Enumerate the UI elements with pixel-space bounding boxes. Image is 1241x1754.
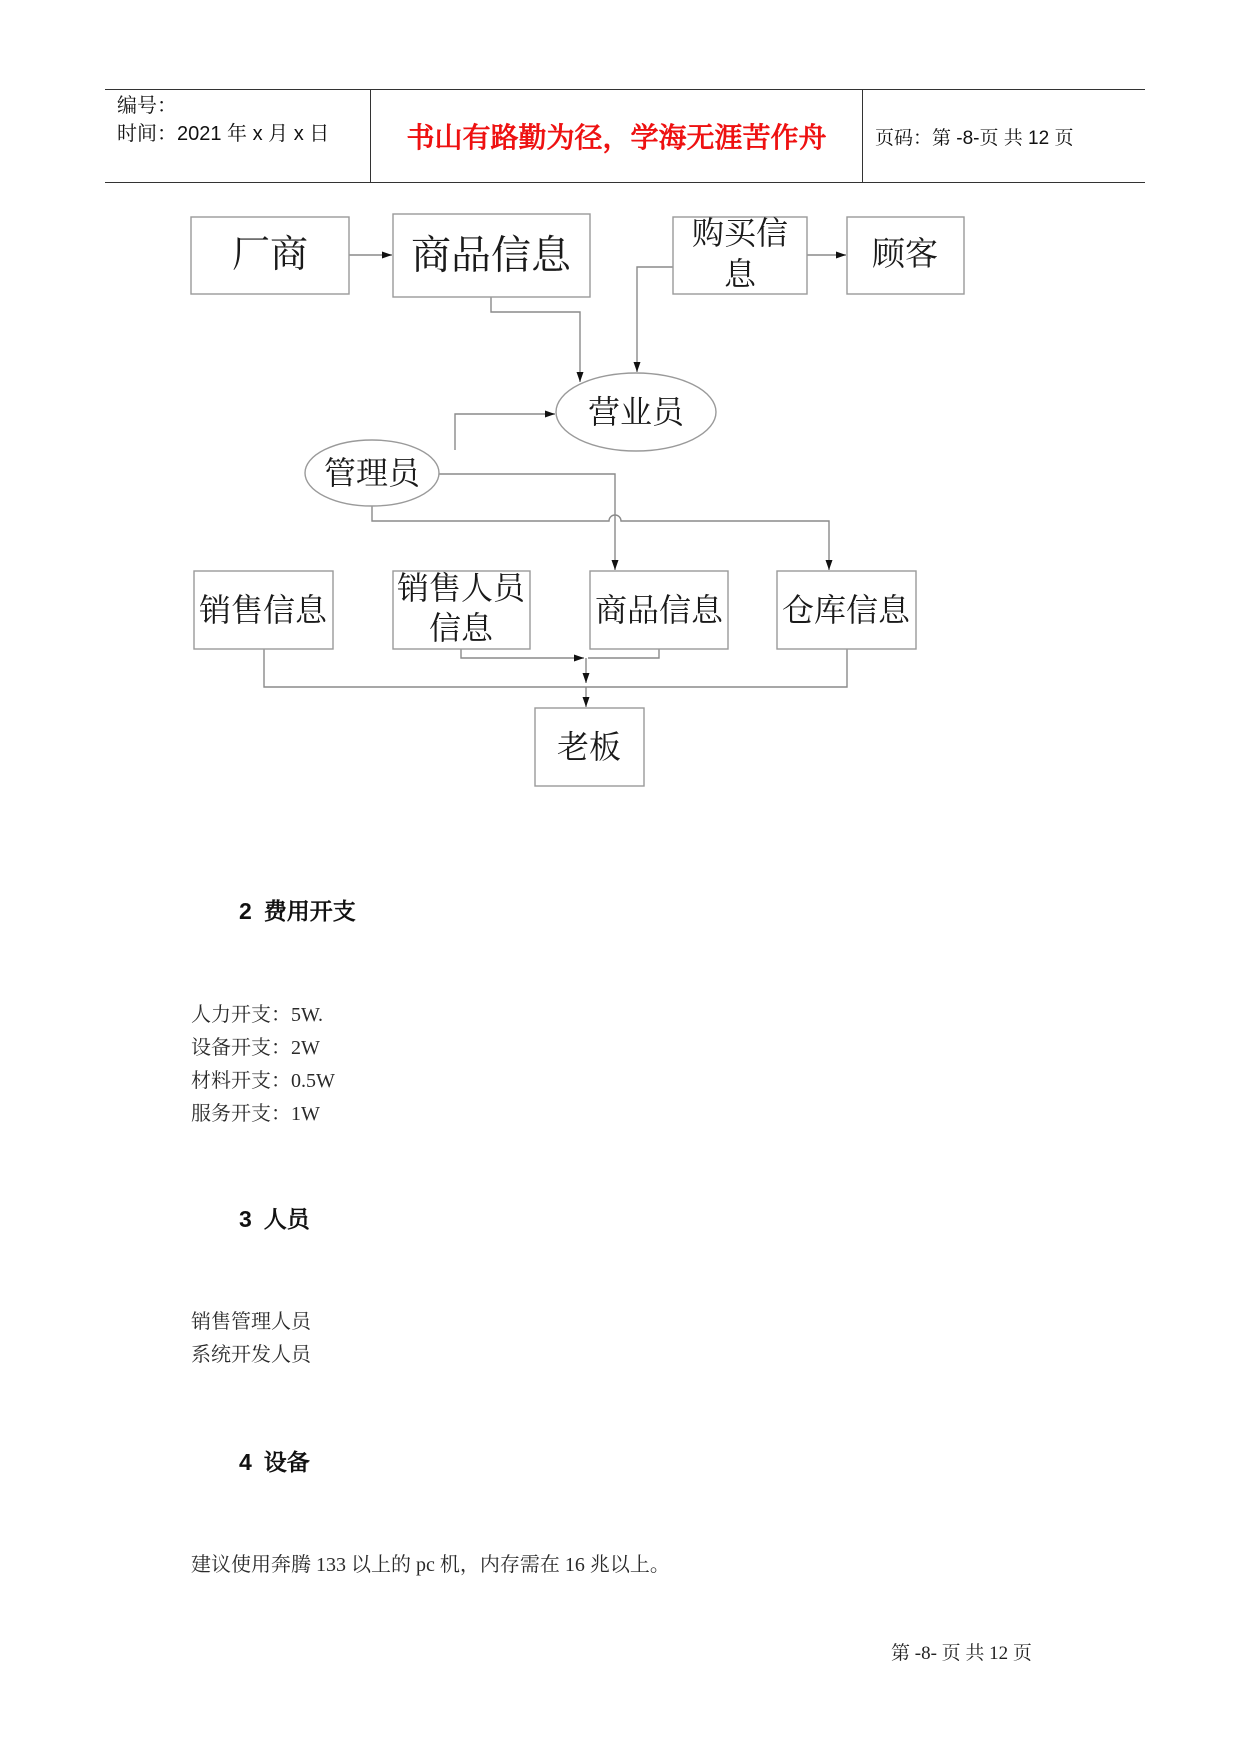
arrow-purchase-info-to-clerk bbox=[637, 267, 673, 372]
node-sales-staff-info bbox=[393, 570, 530, 649]
node-warehouse-info-label: 仓库信息 bbox=[781, 592, 911, 628]
node-goods-info-top-label: 商品信息 bbox=[411, 232, 571, 278]
node-goods-info-top bbox=[393, 214, 590, 297]
section-heading-equipment bbox=[239, 1449, 310, 1475]
section-heading-expenses bbox=[239, 898, 356, 924]
arrow-sales-staff-info-to-boss bbox=[461, 649, 584, 658]
section-body-equipment bbox=[191, 1549, 670, 1582]
section-number: 4 bbox=[239, 1449, 252, 1475]
section-title: 人员 bbox=[263, 1206, 310, 1232]
node-admin bbox=[305, 440, 439, 506]
connector-sales-and-warehouse-to-boss bbox=[264, 649, 847, 687]
section-body-personnel bbox=[191, 1306, 311, 1372]
node-sales-staff-info-label-line2: 信息 bbox=[428, 610, 494, 646]
node-sales-info-label: 销售信息 bbox=[198, 592, 328, 628]
node-sales-info bbox=[194, 571, 333, 649]
section-title: 设备 bbox=[263, 1449, 310, 1475]
header-motto: 书山有路勤为径，学海无涯苦作舟 bbox=[406, 123, 827, 154]
node-customer bbox=[847, 217, 964, 294]
section-number: 3 bbox=[239, 1206, 252, 1232]
expense-line: 设备开支：2W bbox=[191, 1037, 320, 1059]
node-goods-info-bottom bbox=[590, 571, 728, 649]
node-admin-label: 管理员 bbox=[323, 455, 421, 491]
node-boss bbox=[535, 708, 644, 786]
arrow-admin-to-clerk bbox=[455, 414, 555, 450]
section-body-expenses bbox=[191, 999, 335, 1131]
page-footer-number: 第 -8- 页 共 12 页 bbox=[891, 1643, 1032, 1664]
node-clerk-label: 营业员 bbox=[587, 394, 685, 430]
section-heading-personnel bbox=[239, 1206, 310, 1232]
page-header-table bbox=[105, 89, 1145, 183]
node-warehouse-info bbox=[777, 571, 916, 649]
equipment-line: 建议使用奔腾 133 以上的 pc 机，内存需在 16 兆以上。 bbox=[191, 1554, 670, 1576]
node-clerk bbox=[556, 373, 716, 451]
document-number-label: 编号： bbox=[117, 95, 177, 117]
connector-goods-info-to-boss bbox=[588, 649, 659, 658]
node-purchase-info bbox=[673, 215, 807, 294]
arrow-goods-info-to-clerk bbox=[491, 297, 580, 382]
header-page-number: 页码：第 -8-页 共 12 页 bbox=[875, 127, 1074, 149]
node-purchase-info-label-line1: 购买信 bbox=[691, 215, 789, 251]
node-customer-label: 顾客 bbox=[872, 237, 938, 273]
document-time-label: 时间：2021 年 x 月 x 日 bbox=[117, 123, 330, 145]
header-meta-cell bbox=[117, 92, 329, 148]
arrow-admin-to-goods-info bbox=[439, 474, 615, 570]
personnel-line: 系统开发人员 bbox=[191, 1344, 311, 1366]
section-title: 费用开支 bbox=[263, 898, 356, 924]
node-manufacturer bbox=[191, 217, 349, 294]
node-sales-staff-info-label-line1: 销售人员 bbox=[396, 570, 526, 606]
personnel-line: 销售管理人员 bbox=[191, 1311, 311, 1333]
expense-line: 人力开支：5W. bbox=[191, 1004, 324, 1026]
expense-line: 材料开支：0.5W bbox=[191, 1070, 335, 1092]
expense-line: 服务开支：1W bbox=[191, 1103, 320, 1125]
node-goods-info-bottom-label: 商品信息 bbox=[594, 592, 724, 628]
node-manufacturer-label: 厂商 bbox=[231, 234, 309, 276]
node-purchase-info-label-line2: 息 bbox=[723, 256, 757, 292]
section-number: 2 bbox=[239, 898, 252, 924]
arrow-admin-to-warehouse-info bbox=[372, 506, 829, 570]
header-divider-right bbox=[862, 90, 863, 182]
node-boss-label: 老板 bbox=[556, 729, 622, 765]
